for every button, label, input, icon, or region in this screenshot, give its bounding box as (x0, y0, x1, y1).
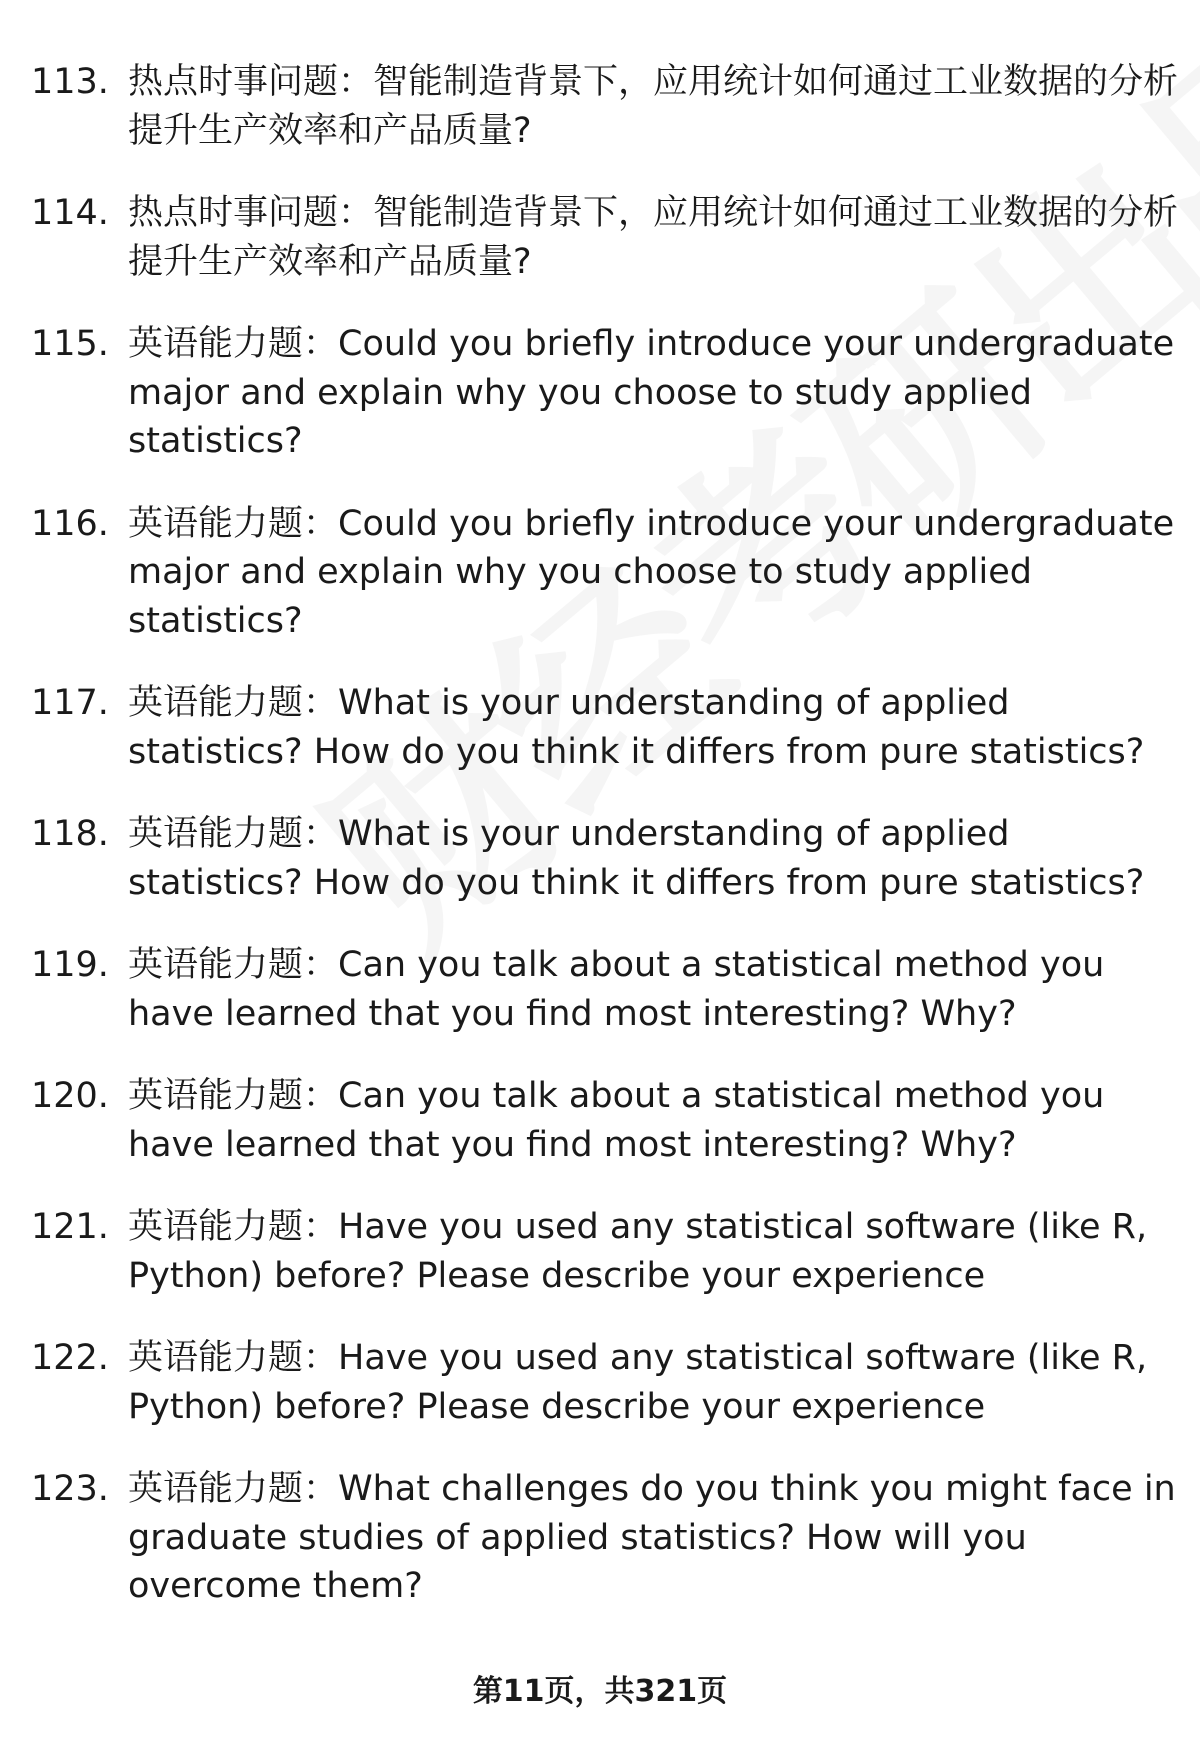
question-list (0, 58, 1200, 1611)
question-number: 116. (31, 503, 109, 544)
question-text: 智能制造背景下，应用统计如何通过工业数据的分析提升生产效率和产品质量? (128, 193, 1179, 282)
question-item-118 (0, 810, 1200, 907)
question-category: 英语能力题： (128, 1076, 339, 1116)
question-item-116 (0, 500, 1200, 646)
question-number: 114. (31, 193, 109, 233)
question-number: 115. (31, 324, 109, 364)
question-number: 118. (31, 814, 109, 854)
question-number: 120. (31, 1076, 109, 1116)
question-item-122 (0, 1334, 1200, 1431)
question-text: What is your understanding of applied statistics? How do you think it differs from pure statistics? (128, 814, 1145, 903)
question-number: 117. (31, 683, 109, 723)
question-item-115 (0, 320, 1200, 466)
question-category: 英语能力题： (128, 814, 339, 854)
question-number: 119. (31, 945, 109, 985)
question-category: 英语能力题： (128, 945, 339, 985)
question-category: 英语能力题： (128, 1469, 339, 1509)
question-number: 113. (31, 62, 109, 102)
question-item-121 (0, 1203, 1200, 1300)
question-category: 热点时事问题： (128, 62, 374, 102)
question-text: Have you used any statistical software (like R, Python) before? Please describe your experience (128, 1207, 1148, 1296)
question-category: 英语能力题： (128, 503, 339, 544)
question-number: 121. (31, 1207, 109, 1247)
question-category: 英语能力题： (128, 1338, 339, 1378)
question-category: 英语能力题： (128, 1207, 339, 1247)
question-item-119 (0, 941, 1200, 1038)
question-text: Could you briefly introduce your undergraduate major and explain why you choose to study applied statistics? (128, 324, 1175, 461)
question-item-114 (0, 189, 1200, 286)
question-number: 123. (31, 1469, 109, 1509)
page-footer: 第11页，共321页 (472, 1674, 728, 1709)
question-category: 热点时事问题： (128, 193, 374, 233)
question-text: What is your understanding of applied statistics? How do you think it differs from pure statistics? (128, 683, 1145, 772)
question-text: Can you talk about a statistical method you have learned that you find most interesting? Why? (128, 1076, 1105, 1165)
question-item-113 (0, 58, 1200, 155)
question-text: What challenges do you think you might face in graduate studies of applied statistics? How will you overcome them? (128, 1469, 1176, 1606)
question-text: Have you used any statistical software (like R, Python) before? Please describe your experience (128, 1338, 1148, 1427)
question-text: Could you briefly introduce your undergraduate major and explain why you choose to study applied statistics? (128, 503, 1175, 641)
question-category: 英语能力题： (128, 324, 339, 364)
question-category: 英语能力题： (128, 683, 339, 723)
question-number: 122. (31, 1338, 109, 1378)
question-item-120 (0, 1072, 1200, 1169)
question-item-117 (0, 679, 1200, 776)
question-item-123 (0, 1465, 1200, 1611)
question-text: 智能制造背景下，应用统计如何通过工业数据的分析提升生产效率和产品质量? (128, 62, 1179, 151)
question-text: Can you talk about a statistical method you have learned that you find most interesting? Why? (128, 945, 1105, 1034)
